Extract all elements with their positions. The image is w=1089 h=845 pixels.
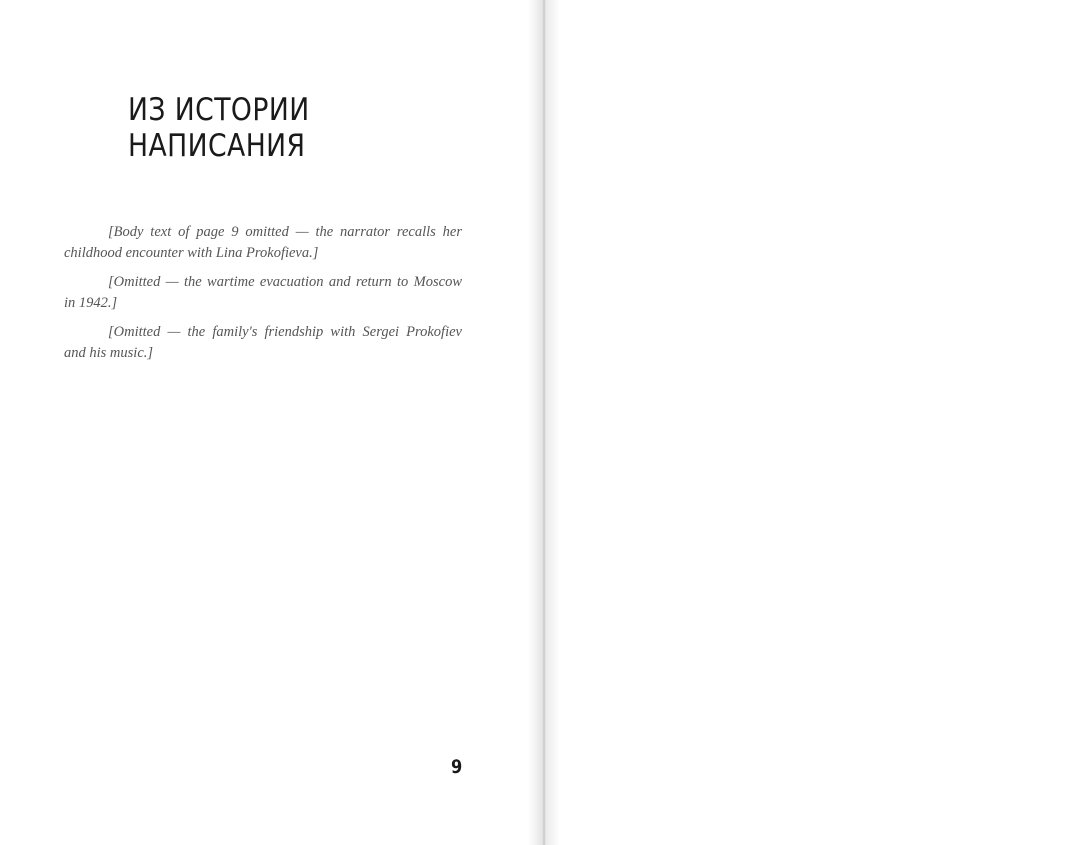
paragraph: [Body text of page 9 omitted — the narrator recalls her childhood encounter with Lina Prokofieva.]: [64, 224, 462, 261]
chapter-title: ИЗ ИСТОРИИ НАПИСАНИЯ: [128, 92, 310, 164]
left-page-body: [64, 222, 462, 372]
left-page: [0, 0, 544, 845]
right-page: [544, 0, 1088, 845]
paragraph: [Omitted — the family's friendship with Sergei Prokofiev and his music.]: [64, 324, 462, 361]
paragraph: [Omitted — the wartime evacuation and return to Moscow in 1942.]: [64, 274, 462, 311]
page-number-left: 9: [450, 756, 463, 778]
